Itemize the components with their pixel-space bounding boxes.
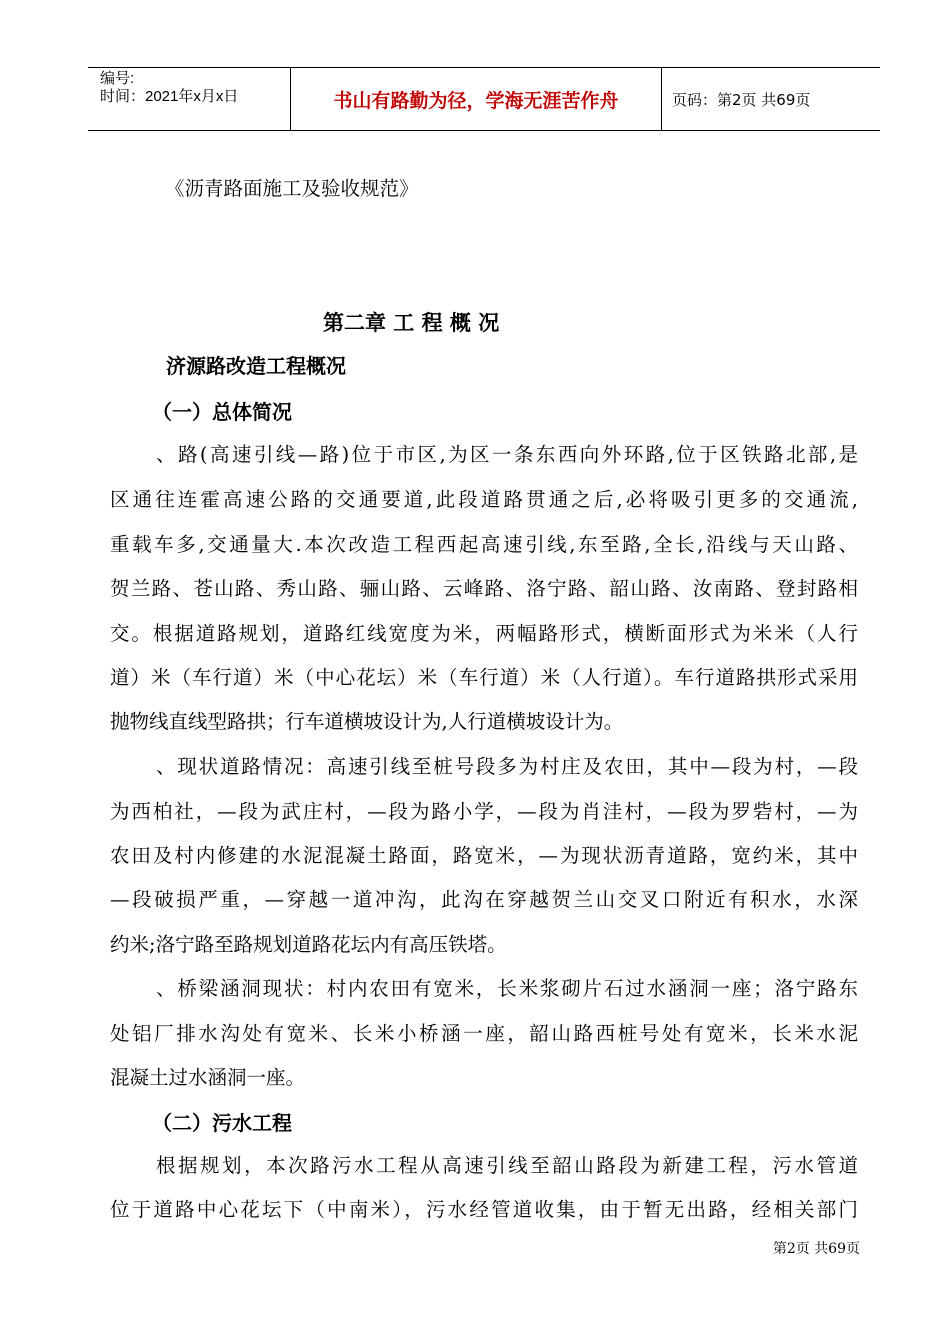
subsection-title-1: （一）总体简况 [152,400,292,424]
header-motto: 书山有路勤为径，学海无涯苦作舟 [290,68,662,130]
para1-line: 抛物线直线型路拱；行车道横坡设计为,人行道横坡设计为。 [110,710,624,733]
para1-line: 、路(高速引线—路)位于市区,为区一条东西向外环路,位于区铁路北部,是 [156,443,858,466]
para2-line: 为西柏社，—段为武庄村，—段为路小学，—段为肖洼村，—段为罗砦村，—为 [110,800,858,823]
para2-line: —段破损严重，—穿越一道冲沟，此沟在穿越贺兰山交叉口附近有积水，水深 [110,888,858,911]
para2-line: 农田及村内修建的水泥混凝土路面，路宽米，—为现状沥青道路，宽约米，其中 [110,844,858,867]
para1-line: 区通往连霍高速公路的交通要道,此段道路贯通之后,必将吸引更多的交通流, [110,488,858,511]
chapter-title: 第二章 工 程 概 况 [323,311,500,335]
para1-line: 交。根据道路规划，道路红线宽度为米，两幅路形式，横断面形式为米米（人行 [110,622,858,645]
time-label: 时间：2021年x月x日 [100,88,239,105]
para1-line: 重载车多,交通量大.本次改造工程西起高速引线,东至路,全长,沿线与天山路、 [110,533,858,556]
para1-line: 贺兰路、苍山路、秀山路、骊山路、云峰路、洛宁路、韶山路、汝南路、登封路相 [110,577,858,600]
para3-line: 、桥梁涵洞现状：村内农田有宽米，长米浆砌片石过水涵洞一座；洛宁路东 [156,977,858,1000]
para3-line: 处铝厂排水沟处有宽米、长米小桥涵一座，韶山路西桩号处有宽米，长米水泥 [110,1022,858,1045]
para4-line: 位于道路中心花坛下（中南米），污水经管道收集，由于暂无出路，经相关部门 [110,1198,858,1221]
section-title: 济源路改造工程概况 [166,354,346,378]
para2-line: 、现状道路情况：高速引线至桩号段多为村庄及农田，其中—段为村，—段 [156,755,858,778]
para4-line: 根据规划，本次路污水工程从高速引线至韶山路段为新建工程，污水管道 [156,1154,858,1177]
para1-line: 道）米（车行道）米（中心花坛）米（车行道）米（人行道）。车行道路拱形式采用 [110,666,858,689]
header-meta [88,68,290,130]
page-header [88,67,880,131]
subsection-title-2: （二）污水工程 [152,1111,292,1135]
intro-reference: 《沥青路面施工及验收规范》 [165,177,419,200]
para2-line: 约米;洛宁路至路规划道路花坛内有高压铁塔。 [110,933,507,956]
code-label: 编号: [100,70,135,87]
para3-line: 混凝土过水涵洞一座。 [110,1066,306,1089]
header-page-info: 页码：第2页 共69页 [672,90,811,109]
page-footer: 第2页 共69页 [772,1241,860,1257]
